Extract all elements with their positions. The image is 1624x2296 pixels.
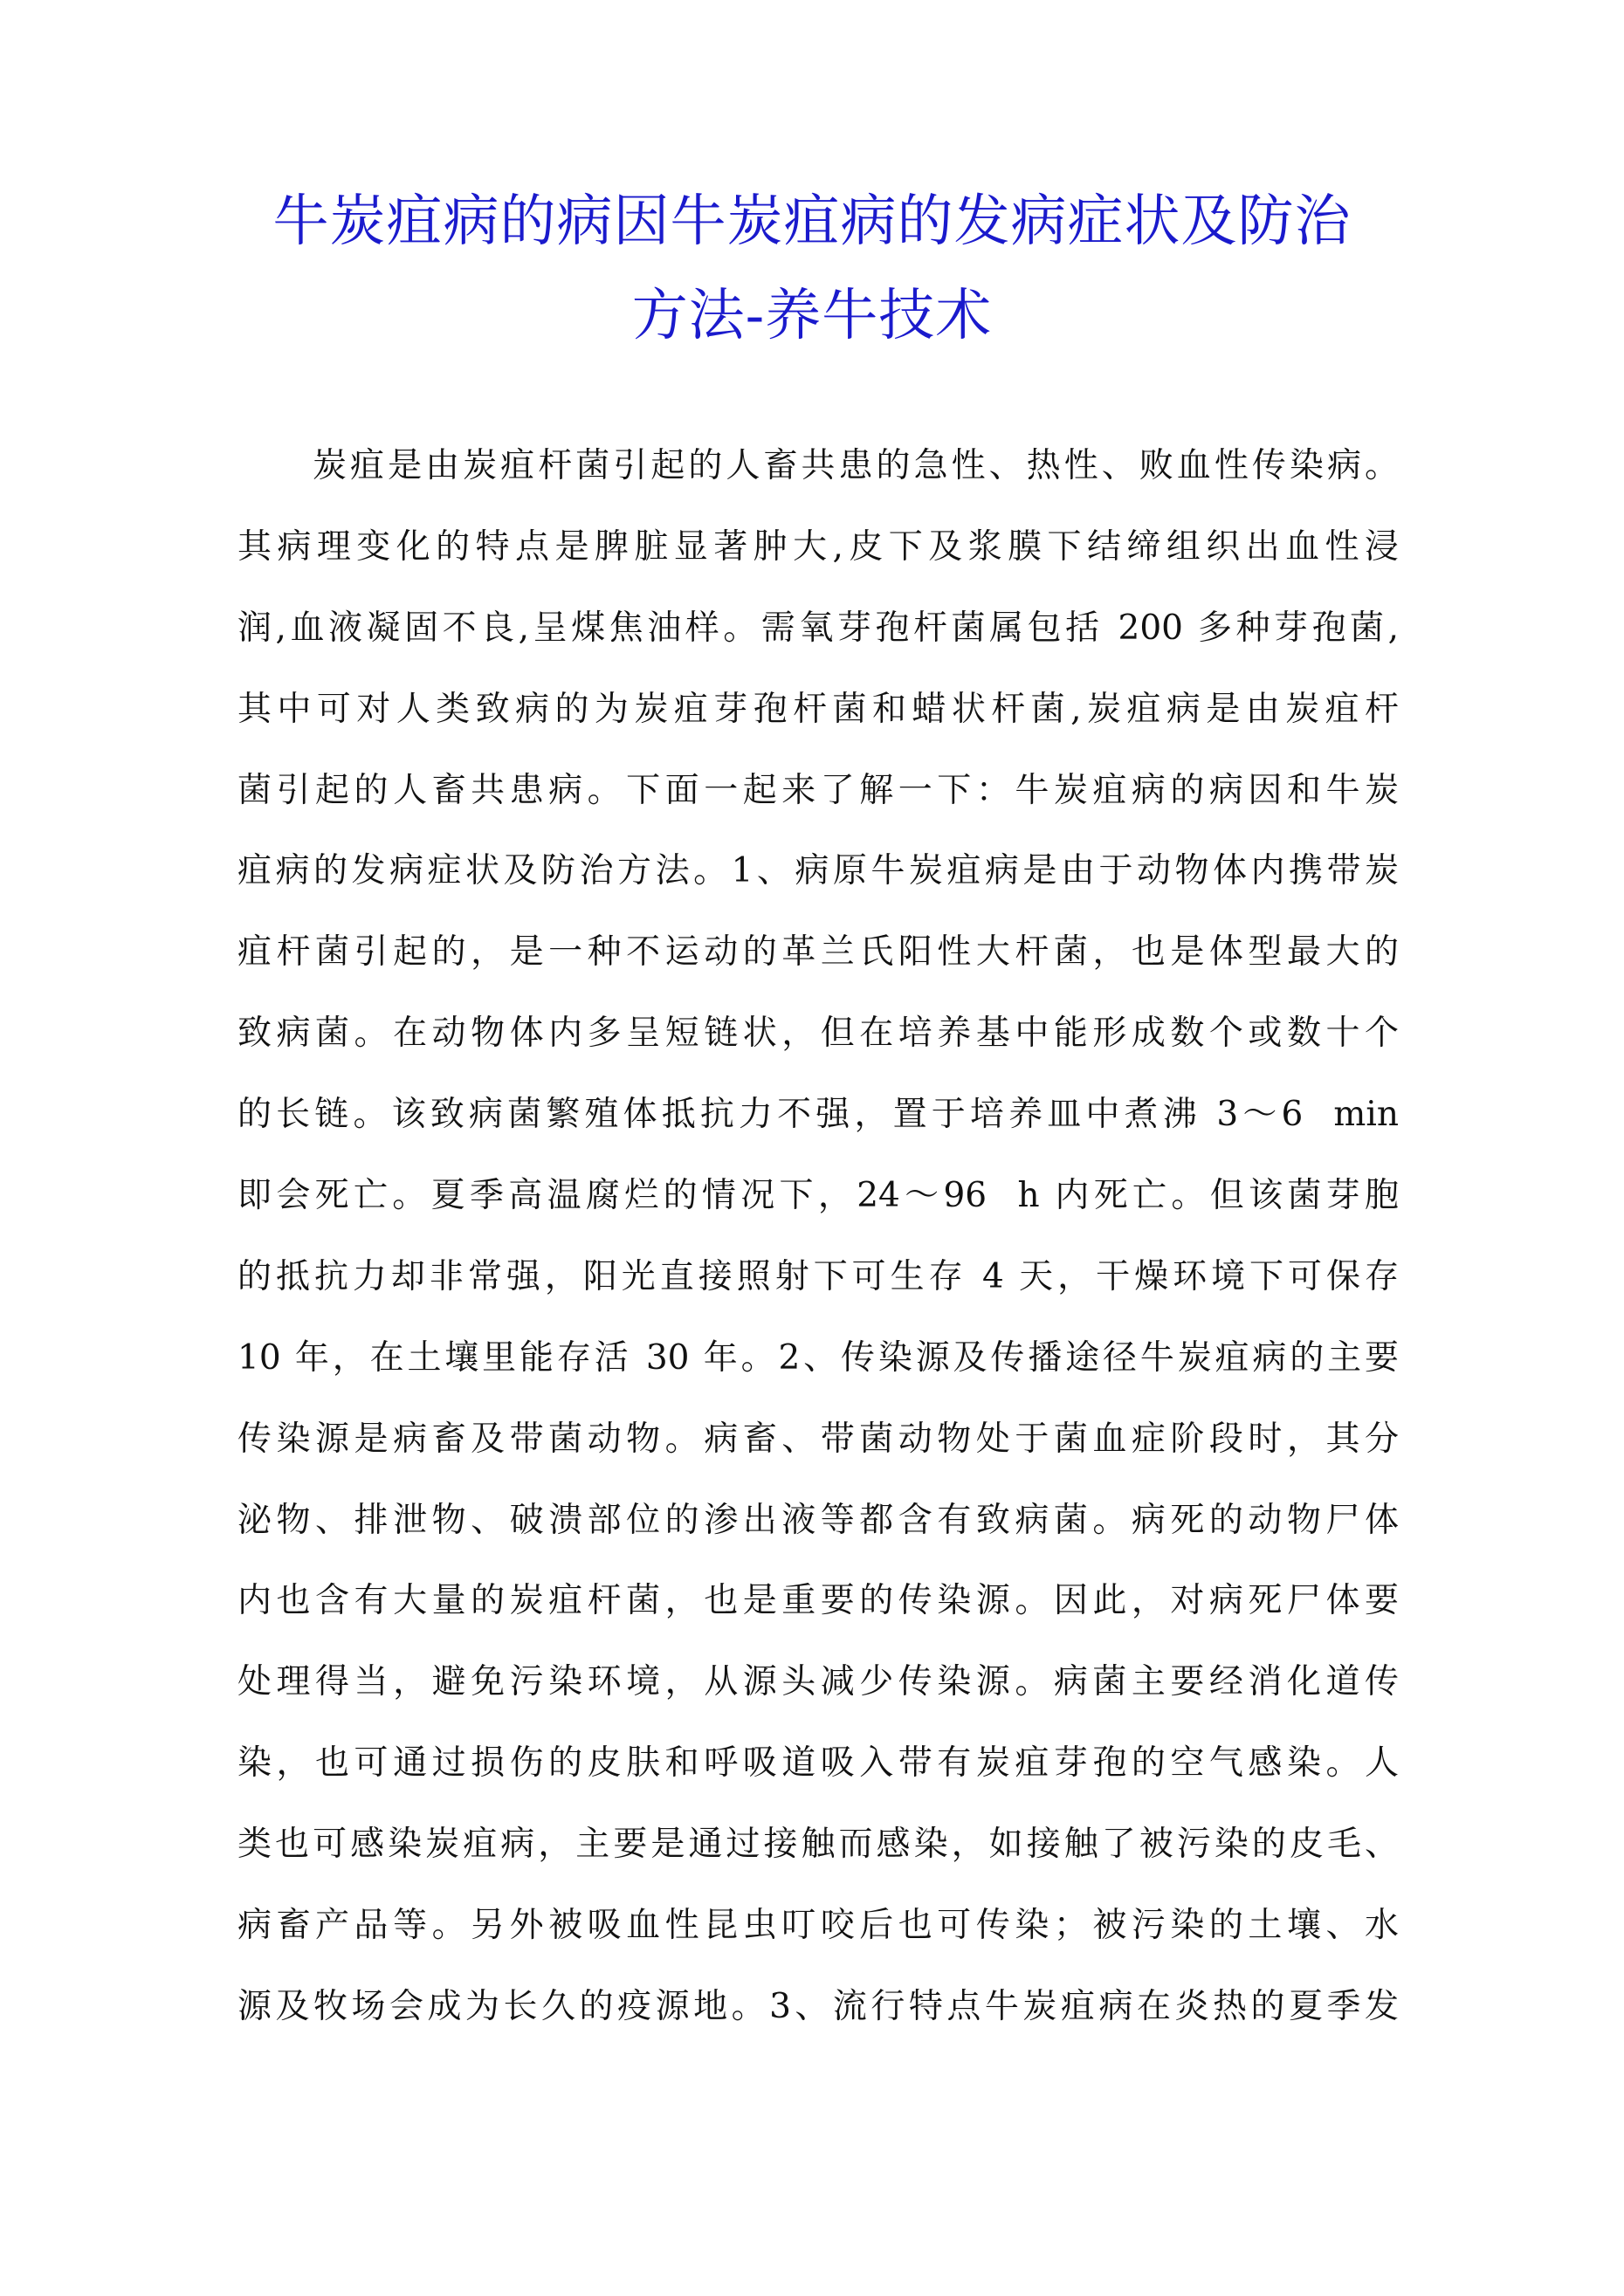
paragraph-line: 源及牧场会成为长久的疫源地。3、流行特点牛炭疽病在炎热的夏季发 (237, 1986, 1399, 2026)
paragraph-line: 其中可对人类致病的为炭疽芽孢杆菌和蜡状杆菌,炭疽病是由炭疽杆 (237, 689, 1399, 729)
paragraph-line: 菌引起的人畜共患病。下面一起来了解一下：牛炭疽病的病因和牛炭 (237, 770, 1399, 810)
paragraph-line: 泌物、排泄物、破溃部位的渗出液等都含有致病菌。病死的动物尸体 (237, 1500, 1399, 1540)
document-title (218, 175, 1406, 363)
paragraph-line: 病畜产品等。另外被吸血性昆虫叮咬后也可传染；被污染的土壤、水 (237, 1906, 1399, 1946)
paragraph-line: 其病理变化的特点是脾脏显著肿大,皮下及浆膜下结缔组织出血性浸 (237, 526, 1399, 567)
title-line-1: 牛炭疽病的病因牛炭疽病的发病症状及防治 (272, 189, 1352, 254)
paragraph-line: 染，也可通过损伤的皮肤和呼吸道吸入带有炭疽芽孢的空气感染。人 (237, 1743, 1399, 1784)
paragraph-line: 疽杆菌引起的，是一种不运动的革兰氏阳性大杆菌，也是体型最大的 (237, 932, 1399, 973)
paragraph-line: 的长链。该致病菌繁殖体抵抗力不强，置于培养皿中煮沸 3～6 min (237, 1095, 1399, 1135)
paragraph-line: 内也含有大量的炭疽杆菌，也是重要的传染源。因此，对病死尸体要 (237, 1581, 1399, 1621)
paragraph-line: 的抵抗力却非常强，阳光直接照射下可生存 4 天，干燥环境下可保存 (237, 1256, 1399, 1296)
paragraph-line: 传染源是病畜及带菌动物。病畜、带菌动物处于菌血症阶段时，其分 (237, 1419, 1399, 1459)
paragraph-line: 润,血液凝固不良,呈煤焦油样。需氧芽孢杆菌属包括 200 多种芽孢菌, (237, 608, 1399, 648)
paragraph-line: 类也可感染炭疽病，主要是通过接触而感染，如接触了被污染的皮毛、 (237, 1825, 1399, 1865)
paragraph-line: 10 年，在土壤里能存活 30 年。2、传染源及传播途径牛炭疽病的主要 (237, 1337, 1399, 1378)
paragraph-line: 炭疽是由炭疽杆菌引起的人畜共患的急性、热性、败血性传染病。 (313, 446, 1399, 485)
paragraph-line: 即会死亡。夏季高温腐烂的情况下，24～96 h 内死亡。但该菌芽胞 (237, 1176, 1399, 1216)
title-line-2: 方法-养牛技术 (631, 284, 993, 348)
body-paragraph (237, 426, 1399, 2048)
paragraph-line: 致病菌。在动物体内多呈短链状，但在培养基中能形成数个或数十个 (237, 1014, 1399, 1054)
paragraph-line: 疽病的发病症状及防治方法。1、病原牛炭疽病是由于动物体内携带炭 (237, 851, 1399, 891)
paragraph-line: 处理得当，避免污染环境，从源头减少传染源。病菌主要经消化道传 (237, 1662, 1399, 1702)
